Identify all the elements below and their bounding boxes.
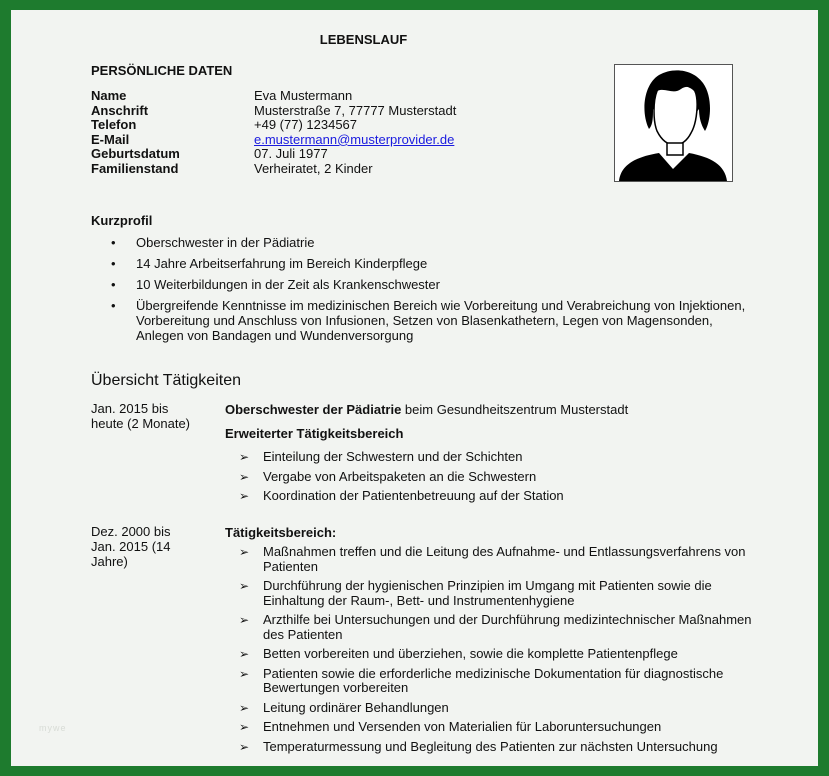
- list-item: • 10 Weiterbildungen in der Zeit als Krankenschwester: [91, 277, 751, 292]
- list-item: ➢ Leitung ordinärer Behandlungen: [225, 701, 770, 716]
- phone-value: +49 (77) 1234567: [254, 117, 358, 133]
- job1-title-rest: beim Gesundheitszentrum Musterstadt: [401, 402, 629, 417]
- job1-subheading: Erweiterter Tätigkeitsbereich: [225, 426, 404, 441]
- list-item: ➢ Patienten sowie die erforderliche medizinische Dokumentation für diagnostische Bewertungen vorbereiten: [225, 667, 770, 696]
- kurzprofil-list: [91, 235, 751, 349]
- list-item: • Oberschwester in der Pädiatrie: [91, 235, 751, 250]
- row-address: [91, 104, 456, 119]
- job1-title-bold: Oberschwester der Pädiatrie: [225, 402, 402, 417]
- job2-list: [225, 545, 770, 759]
- row-birthdate: [91, 147, 456, 162]
- list-item: ➢ Entnehmen und Versenden von Materialien für Laboruntersuchungen: [225, 720, 770, 735]
- job1-date: Jan. 2015 bis heute (2 Monate): [91, 401, 191, 431]
- birthdate-label: Geburtsdatum: [91, 146, 180, 162]
- name-value: Eva Mustermann: [254, 88, 353, 103]
- list-item: ➢ Arzthilfe bei Untersuchungen und der Durchführung medizintechnischer Maßnahmen des Patienten: [225, 613, 770, 642]
- list-item: • 14 Jahre Arbeitserfahrung im Bereich Kinderpflege: [91, 256, 751, 271]
- watermark: mywe: [39, 723, 67, 733]
- family-value: Verheiratet, 2 Kinder: [254, 160, 373, 176]
- address-value: Musterstraße 7, 77777 Musterstadt: [254, 102, 457, 118]
- page-title: LEBENSLAUF: [319, 32, 408, 47]
- job1-title: [225, 402, 785, 417]
- kurzprofil-heading: Kurzprofil: [91, 213, 153, 228]
- address-label: Anschrift: [91, 102, 149, 118]
- row-name: [91, 89, 456, 104]
- job2-date: Dez. 2000 bis Jan. 2015 (14 Jahre): [91, 524, 171, 569]
- list-item: ➢ Koordination der Patientenbetreuung auf der Station: [225, 489, 745, 504]
- list-item: ➢ Maßnahmen treffen und die Leitung des Aufnahme- und Entlassungsverfahrens von Patienten: [225, 545, 770, 574]
- list-item: ➢ Temperaturmessung und Begleitung des Patienten zur nächsten Untersuchung: [225, 740, 770, 755]
- email-link[interactable]: e.mustermann@musterprovider.de: [254, 131, 455, 147]
- family-label: Familienstand: [91, 160, 179, 176]
- email-label: E-Mail: [91, 131, 130, 147]
- resume-page: [11, 10, 818, 766]
- name-label: Name: [91, 88, 127, 103]
- row-email: [91, 133, 456, 148]
- profile-photo: [614, 64, 733, 182]
- list-item: • Übergreifende Kenntnisse im medizinischen Bereich wie Vorbereitung und Verabreichung von Injektionen, Vorbereitung und Anschluss von Infusionen, Setzen von Blasenkathetern, Legen von Magensonden, Anlegen von Bandagen und Wundenversorgung: [91, 298, 751, 343]
- row-phone: [91, 118, 456, 133]
- birthdate-value: 07. Juli 1977: [254, 146, 328, 162]
- phone-label: Telefon: [91, 117, 137, 133]
- taetigkeiten-heading: Übersicht Tätigkeiten: [91, 372, 241, 389]
- list-item: ➢ Einteilung der Schwestern und der Schichten: [225, 450, 745, 465]
- list-item: ➢ Vergabe von Arbeitspaketen an die Schwestern: [225, 470, 745, 485]
- list-item: ➢ Betten vorbereiten und überziehen, sowie die komplette Patientenpflege: [225, 647, 770, 662]
- personal-data-table: [91, 89, 456, 177]
- job2-subheading: Tätigkeitsbereich:: [225, 525, 337, 540]
- personal-data-heading: PERSÖNLICHE DATEN: [91, 63, 233, 78]
- job1-list: [225, 450, 745, 509]
- person-silhouette-icon: [615, 65, 732, 181]
- list-item: ➢ Durchführung der hygienischen Prinzipien im Umgang mit Patienten sowie die Einhaltung der Raum-, Bett- und Instrumentenhygiene: [225, 579, 770, 608]
- row-family: [91, 162, 456, 177]
